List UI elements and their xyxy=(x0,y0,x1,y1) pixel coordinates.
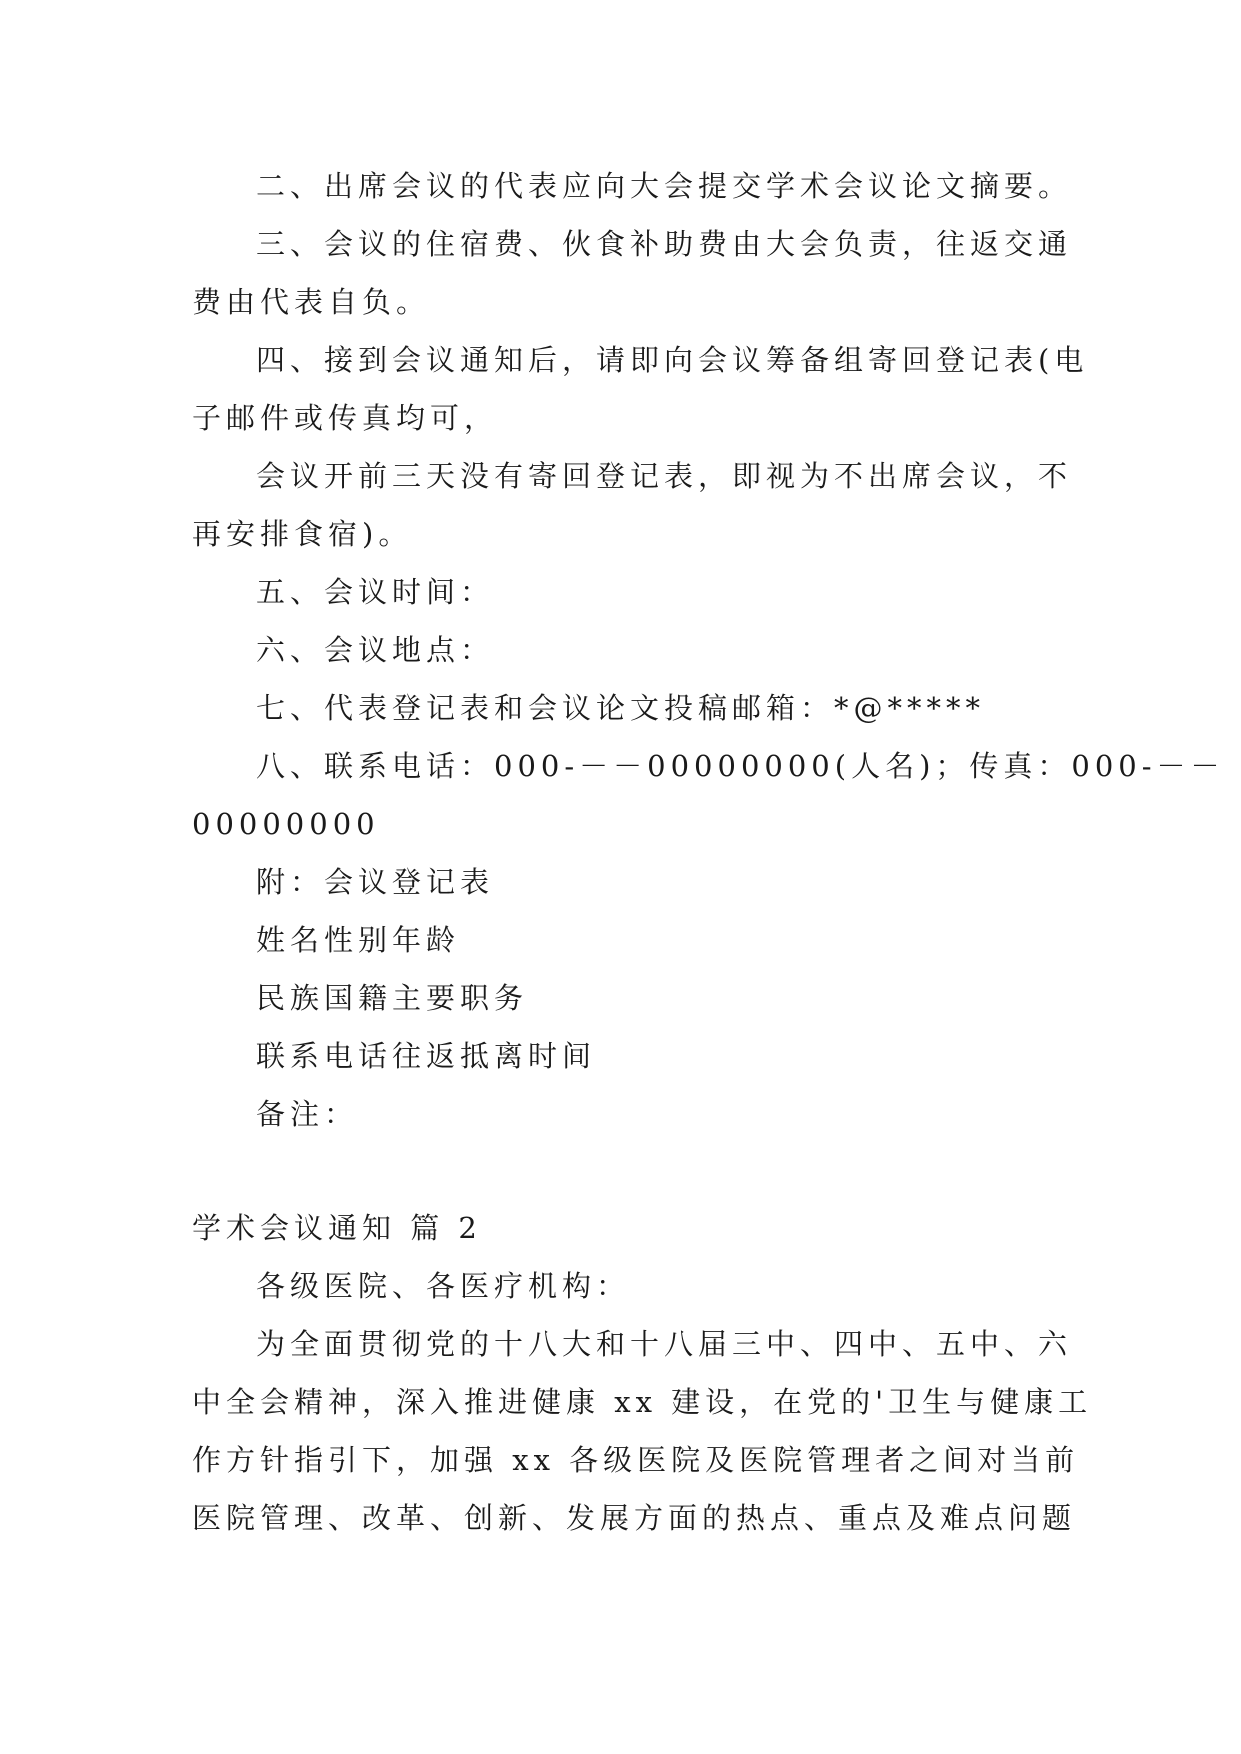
paragraph-line: 五、会议时间： xyxy=(256,575,495,609)
paragraph-line: 再安排食宿)。 xyxy=(192,517,413,551)
paragraph-line: 姓名性别年龄 xyxy=(256,923,461,957)
paragraph-line: 各级医院、各医疗机构： xyxy=(256,1269,631,1303)
paragraph-line: 作方针指引下，加强 xx 各级医院及医院管理者之间对当前 xyxy=(192,1443,1080,1477)
paragraph-line: 00000000 xyxy=(192,807,380,841)
paragraph-line: 子邮件或传真均可， xyxy=(192,401,499,435)
section-heading: 学术会议通知 篇 2 xyxy=(192,1211,482,1245)
paragraph-line: 七、代表登记表和会议论文投稿邮箱：*@***** xyxy=(256,691,986,725)
paragraph-line: 联系电话往返抵离时间 xyxy=(256,1039,597,1073)
paragraph-line: 中全会精神，深入推进健康 xx 建设，在党的'卫生与健康工 xyxy=(192,1385,1093,1419)
paragraph-line: 二、出席会议的代表应向大会提交学术会议论文摘要。 xyxy=(256,169,1073,203)
paragraph-line: 三、会议的住宿费、伙食补助费由大会负责，往返交通 xyxy=(256,227,1073,261)
paragraph-line: 六、会议地点： xyxy=(256,633,495,667)
paragraph-line: 八、联系电话：000-－－00000000(人名)；传真：000-－－ xyxy=(256,749,1225,783)
paragraph-line: 四、接到会议通知后，请即向会议筹备组寄回登记表(电 xyxy=(256,343,1089,377)
paragraph-line: 民族国籍主要职务 xyxy=(256,981,529,1015)
paragraph-line: 会议开前三天没有寄回登记表，即视为不出席会议，不 xyxy=(256,459,1073,493)
paragraph-line: 医院管理、改革、创新、发展方面的热点、重点及难点问题 xyxy=(192,1501,1077,1535)
paragraph-line: 费由代表自负。 xyxy=(192,285,431,319)
paragraph-line: 备注： xyxy=(256,1097,359,1131)
paragraph-line: 为全面贯彻党的十八大和十八届三中、四中、五中、六 xyxy=(256,1327,1073,1361)
paragraph-line: 附：会议登记表 xyxy=(256,865,495,899)
